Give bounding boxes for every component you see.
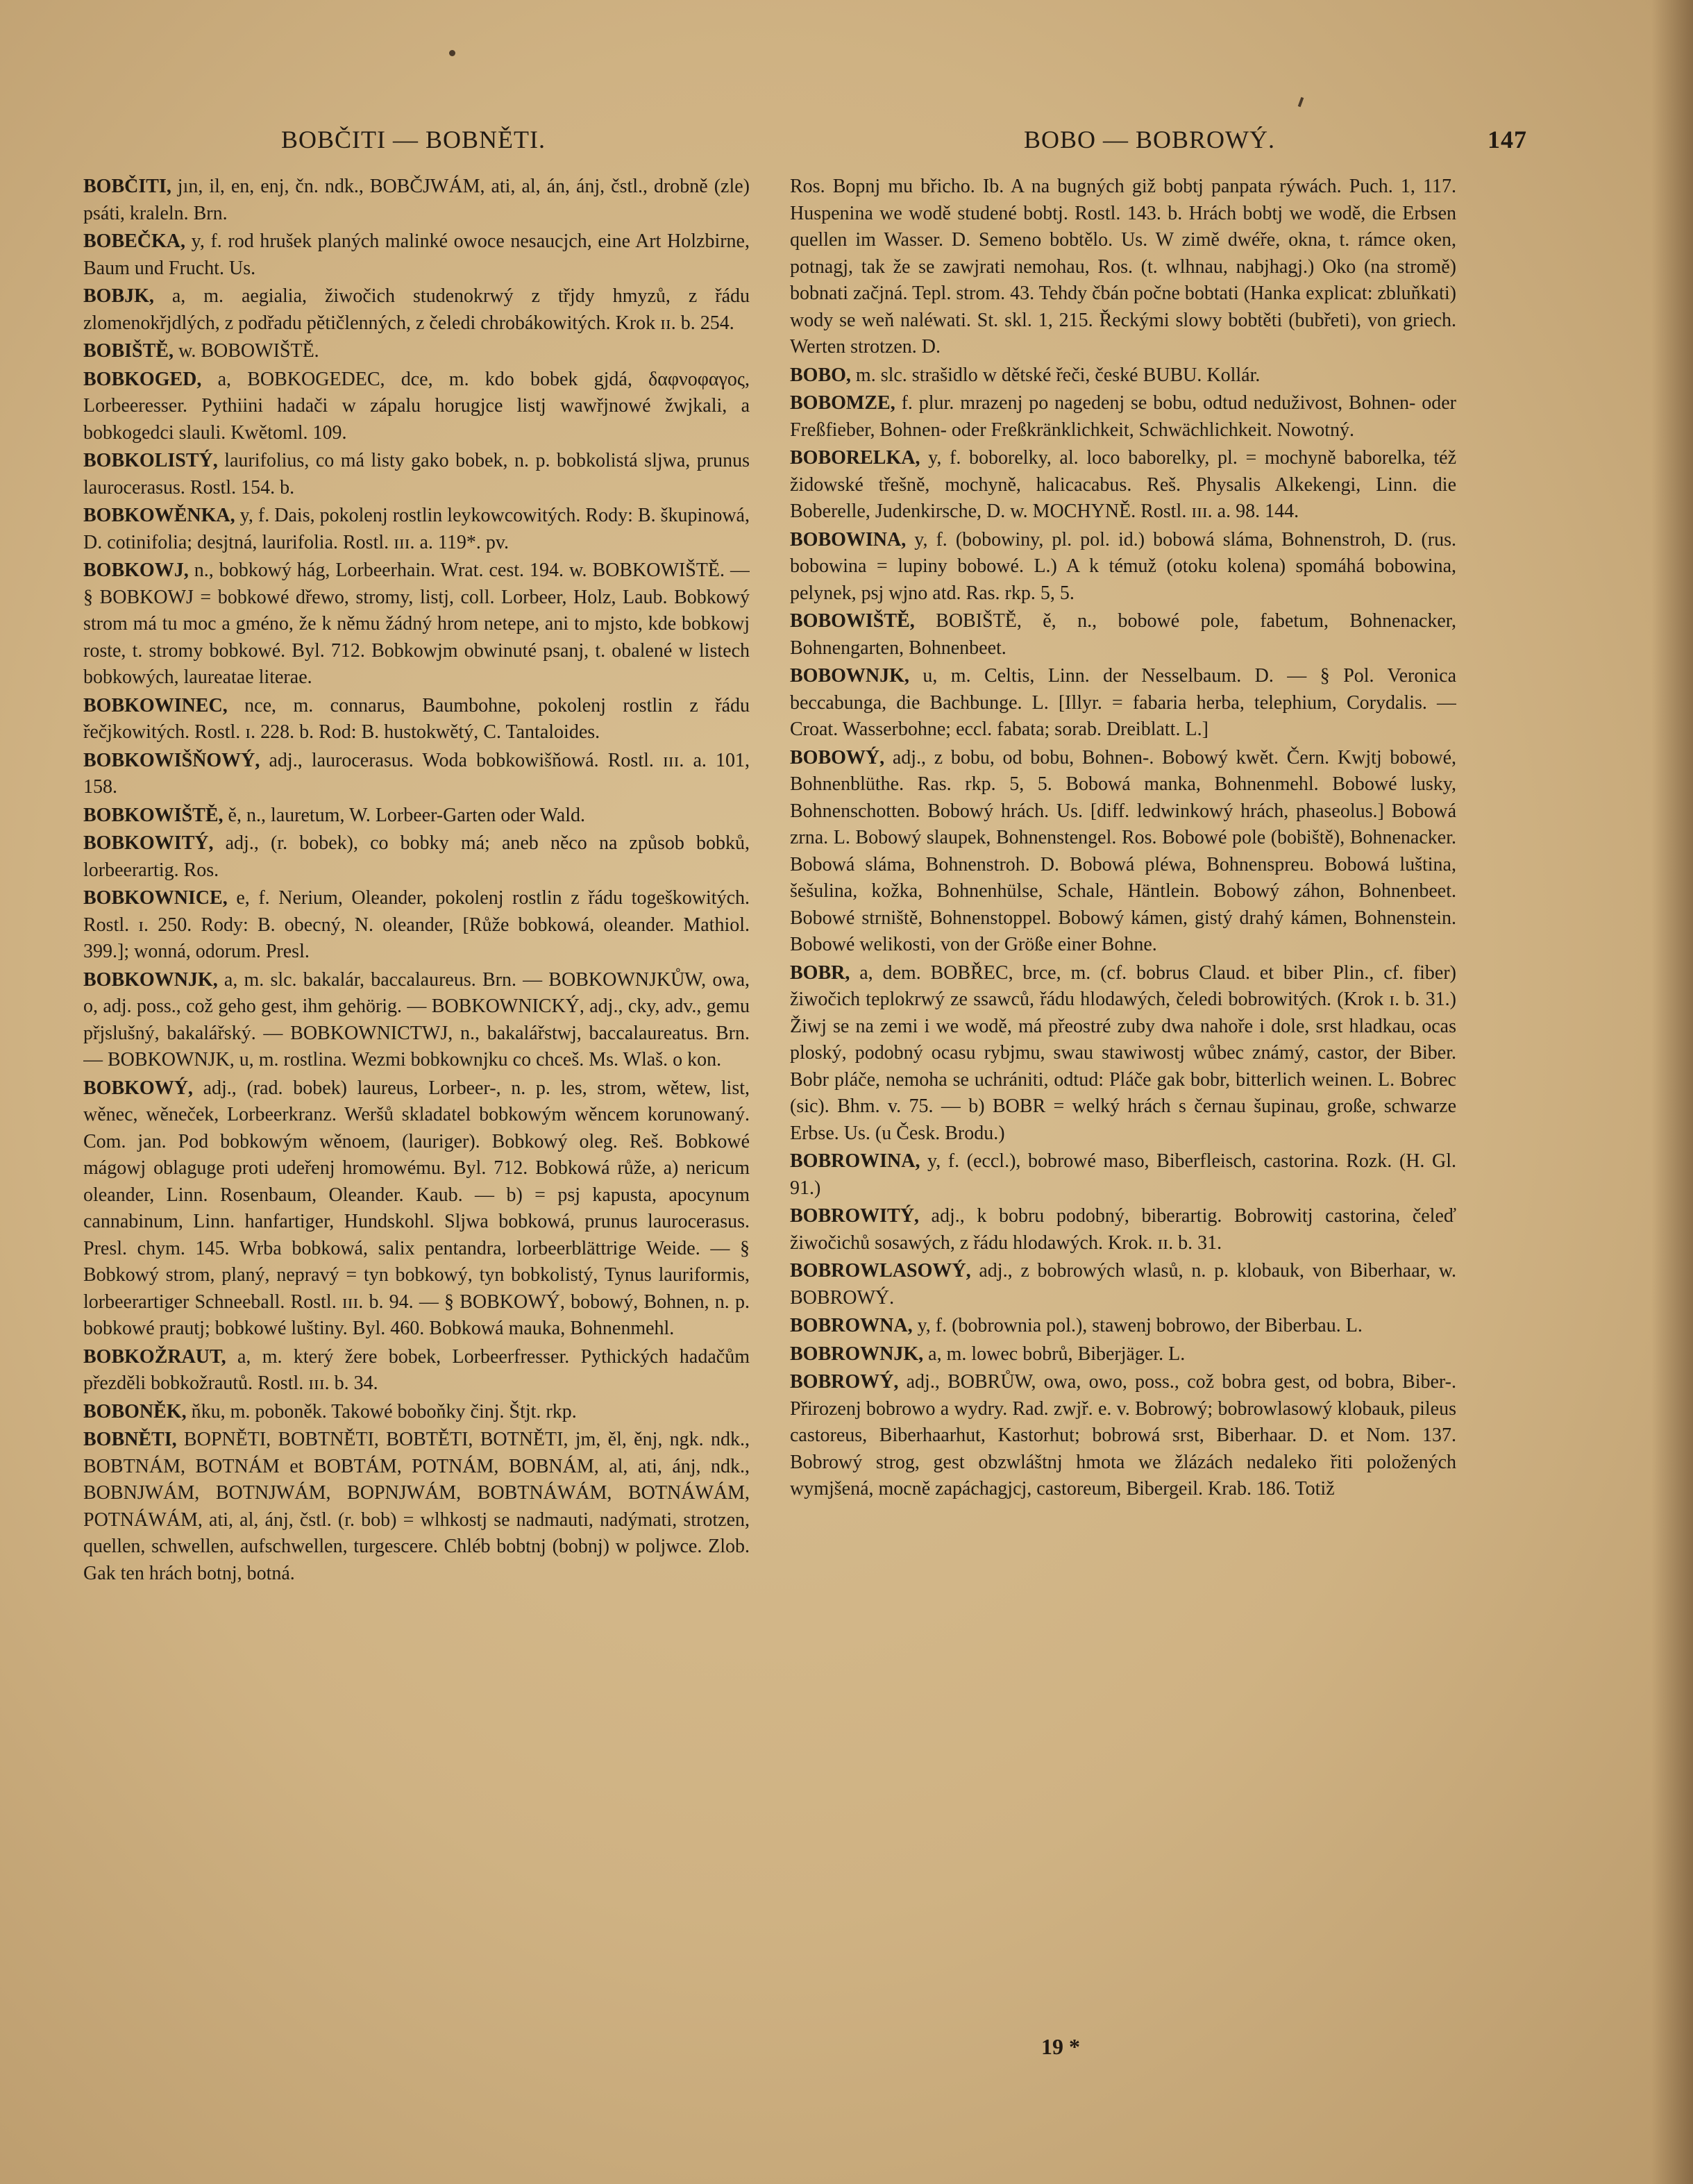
entry-text: a, m. slc. bakalár, baccalaureus. Brn. — BOBKOWNJKŮW, owa, o, adj. poss., což geho gest, ihm gehörig. — BOBKOWNICKÝ, adj., cky, adv., gemu přjslušný, bakalářský. — BOBKOWNICTWJ, n., bakalářstwj, baccalaureatus. Brn. — BOBKOWNJK, u, m. rostlina. Wezmi bobkownjku co chceš. Ms. Wlaš. o kon. [83,968,750,1070]
entry-text: e, f. Nerium, Oleander, pokolenj rostlin z řádu togeškowitých. Rostl. ɪ. 250. Rody: B. obecný, N. oleander, [Růže bobkowá, oleander. Mathiol. 399.]; wonná, odorum. Presl. [83,887,750,962]
entry-headword: BOBOWÝ, [790,746,885,768]
entry-headword: BOBKOWIŠTĚ, [83,804,224,826]
entry-headword: BOBORELKA, [790,447,920,469]
entry-text: y, f. Dais, pokolenj rostlin leykowcowitých. Rody: B. škupinowá, D. cotinifolia; desjtná, laurifolia. Rostl. ɪɪɪ. a. 119*. pv. [83,505,750,553]
entry-headword: BOBROWLASOWÝ, [790,1260,971,1282]
dictionary-entry [790,1148,1456,1202]
dictionary-entry [790,1369,1456,1503]
entry-headword: BOBČITI, [83,176,171,197]
entry-headword: BOBO, [790,364,851,386]
entry-headword: BOBJK, [83,285,154,307]
entry-headword: BOBROWNA, [790,1315,913,1336]
entry-headword: BOBOWNJK, [790,665,909,687]
dictionary-entry [790,174,1456,361]
dictionary-entry [790,960,1456,1148]
entry-text: adj., z bobu, od bobu, Bohnen-. Bobowý kwět. Čern. Kwjtj bobowé, Bohnenblüthe. Ras. rkp. 5, 5. Bobowá manka, Bohnenmehl. Bobowé lusky, Bohnenschotten. Bobowý hrách. Us. [diff. ledwinkowý hrách, phaseolus.] Bobowá zrna. L. Bobowý slaupek, Bohnenstengel. Ros. Bobowé pole (bobiště), Bohnenacker. Bobowá sláma, Bohnenstroh. D. Bobowá pléwa, Bohnenspreu. Bobowá luština, šešulina, kožka, Bohnenhülse, Schale, Häntlein. Bobowý záhon, Bohnenbeet. Bobowé strniště, Bohnenstoppel. Bobowý kámen, gistý drahý kámen, Bohnenstein. Bobowé welikosti, von der Größe einer Bohne. [790,746,1456,955]
entry-headword: BOBOWINA, [790,528,907,551]
entry-text: n., bobkowý hág, Lorbeerhain. Wrat. cest. 194. w. BOBKOWIŠTĚ. — § BOBKOWJ = bobkowé dřewo, stromy, listj, coll. Lorbeer, Holz, Laub. Bobkowý strom má tu moc a gméno, že k němu žádný hrom netepe, ani to mjsto, kde bobkowj roste, t. stromy bobkowé. Byl. 712. Bobkowjm obwinuté psanj, t. obalené w listech bobkowých, laureatae literae. [83,560,750,688]
dictionary-entry [83,693,750,746]
dictionary-entry [790,608,1456,662]
dictionary-entry [83,448,750,501]
dictionary-entry [83,1399,750,1426]
header-middle: BOBO — BOBROWÝ. [1024,126,1276,153]
entry-text: adj., (rad. bobek) laureus, Lorbeer-, n. p. les, strom, wětew, list, wěnec, wěneček, Lorbeerkranz. Weršů skladatel bobkowým wěncem korunowaný. Com. jan. Pod bobkowým wěnoem, (lauriger). Bobkowý oleg. Reš. Bobkowé mágowj oblaguge proti udeřenj hromowému. Byl. 712. Bobkowá růže, a) nericum oleander, Linn. Rosenbaum, Oleander. Kaub. — b) = psj kapusta, apocynum cannabinum, Linn. hanfartiger, Hundskohl. Sljwa bobkowá, prunus laurocerasus. Presl. chym. 145. Wrba bobkowá, salix pentandra, lorbeerblättrige Weide. — § Bobkowý strom, planý, nepravý = tyn bobkowý, tyn bobkolistý, Tynus lauriformis, lorbeerartiger Schneeball. Rostl. ɪɪɪ. b. 94. — § BOBKOWÝ, bobowý, Bohnen, n. p. bobkowé prautj; bobkowé luštiny. Byl. 460. Bobkowá mauka, Bohnenmehl. [83,1077,750,1339]
entry-headword: BOBKOŽRAUT, [83,1345,226,1368]
dictionary-entry [790,527,1456,607]
dictionary-entry [83,803,750,830]
dictionary-entry [83,830,750,884]
dictionary-entry [83,367,750,447]
entry-text: a, BOBKOGEDEC, dce, m. kdo bobek gjdá, δαφνοφαγος, Lorbeeresser. Pythiini hadači w zápalu horugjce listj wawřjnowé žwjkali, a bobkogedci slauli. Kwětoml. 109. [83,368,750,444]
entry-text: w. BOBOWIŠTĚ. [173,340,319,362]
entry-headword: BOBKOLISTÝ, [83,450,218,471]
entry-headword: BOBNĚTI, [83,1429,177,1450]
entry-text: adj., k bobru podobný, biberartig. Bobrowitj castorina, čeleď žiwočichů sosawých, z řádu hlodawých. Krok. ɪɪ. b. 31. [790,1205,1456,1254]
entry-headword: BOBKOWNJK, [83,968,218,991]
entry-text: a, m. který žere bobek, Lorbeerfresser. Pythických hadačům přezděli bobkožrautů. Rostl. ɪɪɪ. b. 34. [83,1345,750,1394]
dictionary-entry [83,503,750,556]
entry-text: a, m. aegialia, žiwočich studenokrwý z třjdy hmyzů, z řádu zlomenokřjdlých, z podřadu pětičlenných, z čeledi chrobákowitých. Krok ɪɪ. b. 254. [83,285,750,334]
entry-headword: BOBROWITÝ, [790,1205,919,1227]
entry-text: u, m. Celtis, Linn. der Nesselbaum. D. — § Pol. Veronica beccabunga, die Bachbunge. L. [Illyr. = fabaria herba, telephium, Corydalis. — Croat. Wasserbohne; eccl. fabata; sorab. Dreiblatt. L.] [790,665,1456,740]
entry-headword: BOBEČKA, [83,230,186,252]
dictionary-entry [790,1203,1456,1257]
entry-text: y, f. (eccl.), bobrowé maso, Biberfleisch, castorina. Rozk. (H. Gl. 91.) [790,1150,1456,1199]
entry-headword: BOBKOWNICE, [83,887,228,909]
entry-text: a, m. lowec bobrů, Biberjäger. L. [923,1343,1186,1365]
entry-text: adj., BOBRŮW, owa, owo, poss., což bobra gest, od bobra, Biber-. Přirozenj bobrowo a wydry. Rad. zwjř. e. v. Bobrowý; bobrowlasowý klobauk, pileus castoreus, Biberhaarhut, Kastorhut; bobrowá srst, Biberhaar. D. et Nom. 137. Bobrowý strog, gest obzwláštnj hmota we žlázách nedaleko řiti položených wymjšená, mocně zapáchagjcj, castoreum, Bibergeil. Krab. 186. Totiž [790,1371,1456,1500]
entry-text: adj., z bobrowých wlasů, n. p. klobauk, von Biberhaar, w. BOBROWÝ. [790,1260,1456,1309]
entry-text: adj., (r. bobek), co bobky má; aneb něco na způsob bobků, lorbeerartig. Ros. [83,832,750,881]
entry-text: y, f. (bobrownia pol.), stawenj bobrowo, der Biberbau. L. [912,1315,1363,1336]
ink-speck [449,50,455,56]
entry-text: ě, n., lauretum, W. Lorbeer-Garten oder Wald. [223,804,586,826]
signature-mark: 19 * [1041,2034,1080,2059]
dictionary-entry [83,228,750,282]
page-number: 147 [1488,126,1527,153]
entry-text: m. slc. strašidlo w dětské řeči, české BUBU. Kollár. [850,364,1261,386]
entry-text: y, f. rod hrušek planých malinké owoce nesaucjch, eine Art Holzbirne, Baum und Frucht. Us. [83,230,750,279]
entry-headword: BOBKOWINEC, [83,694,228,716]
dictionary-entry [83,1075,750,1343]
dictionary-entry [83,1427,750,1587]
entry-text: y, f. (bobowiny, pl. pol. id.) bobowá sláma, Bohnenstroh, D. (rus. bobowina = lupiny bobowé. L.) A k témuž (otoku kolena) spomáhá bobowina, pelynek, psj wjno atd. Ras. rkp. 5, 5. [790,528,1456,604]
dictionary-entry [83,885,750,966]
entry-text: Ros. Bopnj mu břicho. Ib. A na bugných giž bobtj panpata rýwách. Puch. 1, 117. Huspenina we wodě studené bobtj. Rostl. 143. b. Hrách bobtj we wodě, die Erbsen quellen im Wasser. D. Semeno bobtělo. Us. W zimě dwéře, okna, t. rámce oken, potnagj, tak že se zawjrati nemohau, Ros. (t. wlhnau, nabjhagj.) Oko (na stromě) bobnati začjná. Tepl. strom. 43. Tehdy čbán počne bobtati (Hanka explicat: zbluňkati) wody se weň naléwati. St. skl. 1, 215. Řeckými slowy bobtěti (bubřeti), von griech. Werten strotzen. D. [790,176,1456,358]
entry-headword: BOBKOGED, [83,368,202,390]
entry-headword: BOBONĚK, [83,1400,187,1422]
entry-headword: BOBROWNJK, [790,1343,924,1365]
header-left: BOBČITI — BOBNĚTI. [281,126,546,153]
entry-text: y, f. boborelky, al. loco baborelky, pl. = mochyně baborelka, též židowské třešně, mochyně, halicacabus. Reš. Physalis Alkekengi, Linn. die Boberelle, Judenkirsche, D. w. MOCHYNĚ. Rostl. ɪɪɪ. a. 98. 144. [790,447,1456,522]
entry-headword: BOBKOWIŠŇOWÝ, [83,749,260,771]
dictionary-entry [83,967,750,1074]
entry-text: f. plur. mrazenj po nagedenj se bobu, odtud neduživost, Bohnen- oder Freßfieber, Bohnen- oder Freßkränklichkeit, Schwächlichkeit. Nowotný. [790,392,1456,441]
dictionary-entry [790,1313,1456,1340]
entry-text: laurifolius, co má listy gako bobek, n. p. bobkolistá sljwa, prunus laurocerasus. Rostl. 154. b. [83,450,750,498]
dictionary-entry [83,283,750,337]
entry-headword: BOBOMZE, [790,392,895,414]
entry-headword: BOBROWINA, [790,1150,920,1172]
entry-text: ňku, m. poboněk. Takowé boboňky činj. Štjt. rkp. [186,1400,577,1422]
entry-text: BOBIŠTĚ, ě, n., bobowé pole, fabetum, Bohnenacker, Bohnengarten, Bohnenbeet. [790,610,1456,659]
dictionary-entry [790,445,1456,526]
entry-headword: BOBKOWJ, [83,560,189,581]
entry-headword: BOBKOWITÝ, [83,832,214,854]
dictionary-entry [790,362,1456,389]
dictionary-entry [83,1344,750,1397]
dictionary-entry [790,1341,1456,1368]
entry-headword: BOBKOWĚNKA, [83,505,235,526]
left-column [83,174,750,2062]
dictionary-entry [790,390,1456,444]
dictionary-entry [790,745,1456,959]
entry-text: a, dem. BOBŘEC, brce, m. (cf. bobrus Claud. et biber Plin., cf. fiber) žiwočich teplokrwý ze ssawců, řádu hlodawých, čeledi bobrowitých. (Krok ɪ. b. 31.) Žiwj se na zemi i we wodě, má přeostré zuby dwa nahoře i dole, srst hladkau, ocas ploský, podobný ocasu rybjmu, swau stawiwostj wůbec známý, castor, der Biber. Bobr pláče, nemoha se uchrániti, odtud: Pláče gak bobr, bitterlich weinen. L. Bobrec (sic). Bhm. v. 75. — b) BOBR = welký hrách s černau šupinau, große, schwarze Erbse. Us. (u Česk. Brodu.) [790,961,1456,1144]
entry-text: nce, m. connarus, Baumbohne, pokolenj rostlin z řádu řečjkowitých. Rostl. ɪ. 228. b. Rod: B. hustokwětý, C. Tantaloides. [83,694,750,743]
entry-headword: BOBKOWÝ, [83,1077,193,1099]
dictionary-entry [83,748,750,801]
dictionary-entry [83,338,750,365]
entry-headword: BOBROWÝ, [790,1371,899,1393]
dictionary-entry [790,1258,1456,1311]
entry-headword: BOBOWIŠTĚ, [790,610,915,632]
entry-headword: BOBR, [790,961,850,984]
dictionary-entry [83,557,750,691]
entry-text: BOPNĚTI, BOBTNĚTI, BOBTĚTI, BOTNĚTI, jm, ěl, ěnj, ngk. ndk., BOBTNÁM, BOTNÁM et BOBTÁM, POTNÁM, BOBNÁM, al, ati, ánj, ndk., BOBNJWÁM, BOTNJWÁM, BOPNJWÁM, BOBTNÁWÁM, BOTNÁWÁM, POTNÁWÁM, ati, al, ánj, čstl. (r. bob) = wlhkostj se nadmauti, nadýmati, strotzen, quellen, schwellen, aufschwellen, turgescere. Chléb bobtnj (bobnj) w poljwce. Zlob. Gak ten hrách botnj, botná. [83,1429,750,1584]
entry-text: jın, il, en, enj, čn. ndk., BOBČJWÁM, ati, al, án, ánj, čstl., drobně (zle) psáti, kraleln. Brn. [83,176,750,224]
entry-headword: BOBIŠTĚ, [83,340,174,362]
right-column [790,174,1456,2062]
ink-mark [1298,97,1304,108]
dictionary-entry [83,174,750,227]
entry-text: adj., laurocerasus. Woda bobkowišňowá. Rostl. ɪɪɪ. a. 101, 158. [83,749,750,798]
page-edge-shadow [1651,0,1693,2184]
running-header [83,125,1527,164]
dictionary-entry [790,663,1456,744]
